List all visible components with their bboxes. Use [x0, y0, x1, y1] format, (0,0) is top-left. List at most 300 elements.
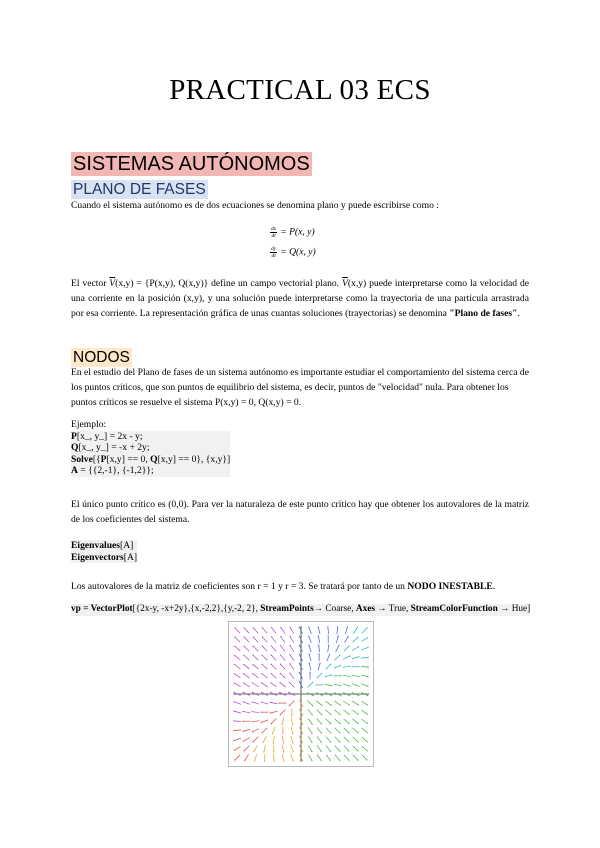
- field-arrow: [318, 627, 320, 634]
- field-arrow-head: [289, 645, 290, 646]
- field-arrow-head: [313, 695, 314, 696]
- field-arrow-head: [367, 741, 368, 742]
- field-arrow-head: [243, 673, 244, 674]
- field-arrow-head: [338, 645, 339, 646]
- field-arrow-head: [358, 686, 359, 687]
- code-line: A = {{2,-1}, {-1,2}};: [71, 465, 230, 477]
- field-arrow-head: [340, 685, 341, 686]
- field-arrow-head: [299, 672, 300, 673]
- field-arrow: [290, 664, 294, 670]
- field-arrow-head: [321, 732, 322, 733]
- field-arrow-head: [270, 692, 271, 693]
- field-arrow: [273, 754, 274, 761]
- field-arrow: [280, 673, 285, 678]
- field-arrow-head: [234, 701, 235, 702]
- field-arrow-head: [321, 760, 322, 761]
- field-arrow: [234, 730, 241, 731]
- field-arrow-head: [270, 673, 271, 674]
- field-arrow-head: [366, 750, 367, 751]
- field-arrow-head: [291, 715, 292, 716]
- field-arrow-head: [318, 626, 319, 627]
- field-arrow-head: [261, 692, 262, 693]
- field-arrow-head: [253, 741, 254, 742]
- field-arrow: [244, 646, 249, 651]
- field-arrow: [362, 755, 367, 760]
- field-arrow: [352, 647, 358, 651]
- field-arrow: [290, 673, 294, 679]
- subsection-heading-plano: PLANO DE FASES: [73, 181, 206, 198]
- field-arrow-head: [358, 714, 359, 715]
- field-arrow-head: [243, 731, 244, 732]
- field-arrow: [344, 728, 349, 733]
- field-arrow: [352, 675, 359, 676]
- field-arrow-head: [366, 627, 367, 628]
- field-arrow: [328, 627, 329, 634]
- field-arrow-head: [280, 663, 281, 664]
- field-arrow: [235, 628, 240, 633]
- field-arrow-head: [243, 655, 244, 656]
- field-arrow: [234, 721, 241, 722]
- field-arrow: [353, 746, 358, 751]
- field-arrow: [243, 729, 250, 731]
- field-arrow: [309, 654, 311, 661]
- field-arrow-head: [233, 730, 234, 731]
- field-arrow-head: [263, 742, 264, 743]
- field-arrow-head: [271, 627, 272, 628]
- field-arrow: [234, 746, 240, 750]
- field-arrow: [291, 745, 293, 752]
- field-arrow-head: [367, 695, 368, 696]
- field-arrow: [252, 702, 259, 704]
- field-arrow-head: [349, 695, 350, 696]
- field-arrow-head: [289, 672, 290, 673]
- field-arrow-head: [340, 704, 341, 705]
- field-arrow: [317, 736, 321, 742]
- field-arrow-head: [288, 692, 289, 693]
- field-arrow-head: [234, 664, 235, 665]
- eigen-code-block: [71, 540, 137, 563]
- field-arrow-head: [309, 663, 310, 664]
- field-arrow: [290, 646, 294, 652]
- field-arrow-head: [358, 656, 359, 657]
- field-arrow: [290, 655, 294, 661]
- field-arrow: [326, 737, 331, 742]
- field-arrow: [291, 754, 294, 761]
- field-arrow-head: [251, 711, 252, 712]
- field-arrow: [270, 702, 277, 703]
- field-arrow: [243, 738, 249, 742]
- code-line: P[x_, y_] = 2x - y;: [71, 431, 230, 443]
- field-arrow: [318, 636, 319, 643]
- field-arrow: [352, 710, 358, 714]
- field-arrow: [270, 711, 277, 713]
- field-arrow-head: [280, 627, 281, 628]
- field-arrow-head: [283, 760, 284, 761]
- field-arrow: [291, 727, 293, 734]
- field-arrow-head: [348, 723, 349, 724]
- paragraph-eigenvalues: Los autovalores de la matriz de coeficientes son r = 1 y r = 3. Se tratará por tanto de un NODO INESTABLE.: [71, 581, 496, 592]
- field-arrow-head: [357, 627, 358, 628]
- paragraph-critical-point: El único punto crítico es (0,0). Para ver la naturaleza de este punto crítico hay que obtener los autovalores de la matriz de los coeficientes del sistema.: [71, 499, 529, 525]
- field-arrow: [243, 711, 250, 712]
- field-arrow-head: [321, 673, 322, 674]
- field-arrow-head: [233, 711, 234, 712]
- field-arrow-head: [234, 655, 235, 656]
- field-arrow-head: [349, 656, 350, 657]
- field-arrow: [361, 648, 368, 650]
- field-arrow: [343, 675, 350, 676]
- field-arrow-head: [299, 681, 300, 682]
- field-arrow-head: [348, 741, 349, 742]
- field-arrow-head: [340, 695, 341, 696]
- field-arrow-head: [309, 672, 310, 673]
- field-arrow-head: [302, 760, 303, 761]
- field-arrow: [280, 664, 285, 669]
- field-arrow: [253, 637, 258, 642]
- field-arrow-head: [357, 750, 358, 751]
- field-arrow-head: [367, 657, 368, 658]
- field-arrow-head: [234, 637, 235, 638]
- field-arrow: [325, 701, 331, 705]
- field-arrow: [316, 701, 322, 705]
- field-arrow-head: [254, 760, 255, 761]
- field-arrow-head: [340, 675, 341, 676]
- field-arrow: [244, 674, 250, 678]
- field-arrow-head: [234, 682, 235, 683]
- field-arrow-head: [308, 636, 309, 637]
- field-arrow-head: [262, 732, 263, 733]
- field-arrow-head: [302, 724, 303, 725]
- field-arrow: [245, 754, 249, 760]
- field-arrow: [343, 656, 349, 659]
- field-arrow: [262, 646, 267, 651]
- field-arrow-head: [339, 732, 340, 733]
- field-arrow-head: [262, 636, 263, 637]
- field-arrow-head: [234, 759, 235, 760]
- field-arrow-head: [299, 663, 300, 664]
- field-arrow: [308, 701, 313, 706]
- field-arrow: [362, 719, 368, 723]
- field-arrow: [362, 728, 368, 733]
- field-arrow-head: [348, 760, 349, 761]
- field-arrow-head: [261, 664, 262, 665]
- field-arrow-head: [262, 645, 263, 646]
- field-arrow: [271, 646, 276, 651]
- field-arrow-head: [349, 704, 350, 705]
- example-code-block: [71, 419, 230, 477]
- field-arrow-head: [330, 664, 331, 665]
- field-arrow: [308, 709, 312, 715]
- field-arrow: [273, 736, 274, 743]
- field-arrow: [353, 755, 358, 760]
- field-arrow-head: [271, 654, 272, 655]
- field-arrow: [336, 636, 338, 643]
- field-arrow: [281, 628, 285, 634]
- field-arrow-head: [340, 665, 341, 666]
- field-arrow: [281, 646, 285, 652]
- field-arrow-head: [252, 655, 253, 656]
- field-arrow-head: [242, 711, 243, 712]
- field-arrow: [353, 719, 359, 723]
- field-arrow-head: [252, 721, 253, 722]
- field-arrow: [326, 664, 331, 669]
- field-arrow: [290, 627, 294, 633]
- field-arrow-head: [349, 676, 350, 677]
- field-arrow: [282, 736, 283, 743]
- field-arrow: [361, 638, 367, 642]
- field-arrow-head: [367, 714, 368, 715]
- field-arrow-head: [283, 742, 284, 743]
- field-arrow: [252, 712, 259, 713]
- field-arrow-head: [339, 655, 340, 656]
- field-arrow: [362, 710, 368, 714]
- field-arrow: [345, 636, 349, 642]
- field-arrow-head: [274, 760, 275, 761]
- field-arrow: [235, 655, 241, 660]
- vector-field-plot: [228, 621, 374, 767]
- field-arrow: [327, 654, 330, 661]
- field-arrow-head: [292, 733, 293, 734]
- field-arrow: [244, 683, 250, 687]
- field-arrow-head: [312, 682, 313, 683]
- field-arrow-head: [283, 751, 284, 752]
- field-arrow: [235, 646, 240, 651]
- field-arrow: [317, 755, 321, 761]
- field-arrow-head: [234, 646, 235, 647]
- field-arrow-head: [330, 714, 331, 715]
- field-arrow-head: [252, 701, 253, 702]
- field-arrow-head: [261, 682, 262, 683]
- field-arrow-head: [279, 702, 280, 703]
- field-arrow: [325, 710, 330, 715]
- field-arrow: [361, 701, 367, 705]
- field-arrow-head: [299, 627, 300, 628]
- field-arrow: [235, 755, 240, 760]
- field-arrow: [326, 719, 331, 724]
- field-arrow: [362, 746, 367, 751]
- field-arrow-head: [252, 682, 253, 683]
- field-arrow-head: [358, 704, 359, 705]
- field-arrow: [326, 728, 331, 733]
- field-arrow: [253, 737, 258, 742]
- field-arrow-head: [358, 676, 359, 677]
- field-arrow: [317, 727, 321, 733]
- field-arrow-head: [339, 760, 340, 761]
- field-arrow: [353, 737, 358, 742]
- field-arrow: [235, 674, 241, 678]
- field-arrow-head: [271, 645, 272, 646]
- field-arrow: [335, 755, 340, 761]
- field-arrow-head: [293, 760, 294, 761]
- field-arrow: [361, 657, 368, 658]
- field-arrow-head: [330, 723, 331, 724]
- field-arrow-head: [253, 627, 254, 628]
- field-arrow: [255, 754, 257, 761]
- field-arrow: [344, 719, 349, 724]
- field-arrow: [317, 718, 322, 723]
- field-arrow-head: [319, 663, 320, 664]
- field-arrow: [243, 702, 250, 704]
- field-arrow-head: [308, 654, 309, 655]
- field-arrow-head: [302, 715, 303, 716]
- field-arrow-head: [302, 706, 303, 707]
- field-arrow-head: [349, 714, 350, 715]
- field-arrow-head: [339, 751, 340, 752]
- field-arrow: [361, 675, 368, 677]
- field-arrow-head: [253, 636, 254, 637]
- field-arrow-head: [243, 664, 244, 665]
- field-arrow-head: [331, 685, 332, 686]
- field-arrow-head: [261, 722, 262, 723]
- field-arrow: [317, 673, 322, 678]
- field-arrow: [280, 710, 285, 715]
- field-arrow-head: [318, 635, 319, 636]
- field-arrow: [317, 710, 322, 715]
- field-arrow: [344, 746, 349, 751]
- field-arrow-head: [312, 714, 313, 715]
- field-arrow: [235, 665, 241, 669]
- field-arrow-head: [300, 693, 301, 694]
- section-heading: SISTEMAS AUTÓNOMOS: [73, 153, 310, 175]
- field-arrow-head: [243, 636, 244, 637]
- field-arrow: [234, 711, 241, 713]
- field-arrow-head: [321, 723, 322, 724]
- field-arrow: [264, 745, 266, 752]
- field-arrow: [291, 736, 293, 743]
- field-arrow-head: [280, 645, 281, 646]
- field-arrow-head: [253, 646, 254, 647]
- field-arrow: [271, 719, 276, 724]
- field-arrow-head: [244, 627, 245, 628]
- field-arrow-head: [330, 751, 331, 752]
- field-arrow: [289, 701, 294, 706]
- field-arrow: [335, 737, 340, 742]
- field-arrow: [309, 663, 310, 670]
- field-arrow-head: [321, 751, 322, 752]
- field-arrow-head: [367, 704, 368, 705]
- field-arrow-head: [367, 637, 368, 638]
- field-arrow: [309, 636, 311, 643]
- field-arrow: [262, 637, 267, 642]
- field-arrow-head: [327, 626, 328, 627]
- field-arrow-head: [289, 627, 290, 628]
- field-arrow-head: [308, 645, 309, 646]
- field-arrow-head: [311, 760, 312, 761]
- page-title: PRACTICAL 03 ECS: [169, 74, 431, 106]
- field-arrow: [271, 655, 276, 660]
- field-arrow: [262, 674, 268, 678]
- field-arrow-head: [358, 695, 359, 696]
- field-arrow: [344, 755, 349, 760]
- field-arrow: [308, 727, 312, 733]
- field-arrow: [318, 663, 320, 670]
- field-arrow-head: [289, 636, 290, 637]
- field-arrow-head: [358, 646, 359, 647]
- field-arrow-head: [302, 751, 303, 752]
- field-arrow-head: [234, 750, 235, 751]
- field-arrow: [336, 645, 339, 651]
- field-arrow-head: [270, 702, 271, 703]
- field-arrow: [361, 684, 368, 687]
- field-arrow: [235, 637, 240, 642]
- field-arrow: [353, 627, 357, 633]
- field-arrow: [309, 645, 311, 652]
- field-arrow-head: [273, 742, 274, 743]
- equation-dx: $\frac{dx}{dt}$ = P(x, y): [271, 226, 315, 239]
- field-arrow-head: [292, 742, 293, 743]
- field-arrow-head: [366, 759, 367, 760]
- field-arrow: [353, 637, 358, 642]
- field-arrow-head: [339, 714, 340, 715]
- field-arrow-head: [331, 695, 332, 696]
- field-arrow-head: [271, 636, 272, 637]
- field-arrow-head: [311, 733, 312, 734]
- field-arrow: [272, 727, 275, 734]
- field-arrow-head: [234, 627, 235, 628]
- field-arrow: [252, 721, 259, 722]
- field-arrow-head: [311, 742, 312, 743]
- field-arrow: [308, 682, 313, 687]
- field-arrow: [271, 664, 276, 669]
- field-arrow-head: [321, 742, 322, 743]
- field-arrow: [290, 637, 294, 643]
- field-arrow: [281, 637, 285, 643]
- field-arrow: [272, 628, 276, 634]
- field-arrow-head: [243, 701, 244, 702]
- field-arrow-head: [348, 750, 349, 751]
- field-arrow: [289, 682, 294, 687]
- field-arrow: [309, 627, 312, 634]
- field-arrow: [344, 737, 349, 742]
- field-arrow: [335, 728, 340, 733]
- field-arrow-head: [242, 721, 243, 722]
- field-arrow-head: [252, 664, 253, 665]
- field-arrow-head: [339, 723, 340, 724]
- field-arrow: [244, 746, 249, 751]
- field-arrow-head: [367, 732, 368, 733]
- field-arrow-head: [322, 684, 323, 685]
- field-arrow-head: [281, 724, 282, 725]
- field-arrow-head: [280, 673, 281, 674]
- field-arrow: [282, 745, 283, 752]
- field-arrow: [352, 657, 359, 659]
- field-arrow: [308, 718, 312, 724]
- field-arrow: [264, 754, 265, 761]
- field-arrow: [335, 746, 340, 751]
- field-arrow-head: [270, 712, 271, 713]
- field-arrow-head: [348, 646, 349, 647]
- subsection-heading-nodos: NODOS: [73, 349, 130, 366]
- field-arrow-head: [279, 692, 280, 693]
- field-arrow-head: [252, 673, 253, 674]
- field-arrow: [234, 702, 241, 705]
- field-arrow-head: [261, 712, 262, 713]
- field-arrow-head: [349, 666, 350, 667]
- field-arrow: [272, 637, 276, 643]
- code-line: Eigenvectors[A]: [71, 551, 138, 563]
- field-arrow-head: [367, 686, 368, 687]
- field-arrow: [253, 674, 259, 678]
- field-arrow-head: [243, 741, 244, 742]
- field-arrow-head: [339, 741, 340, 742]
- field-arrow-head: [292, 724, 293, 725]
- field-arrow: [353, 728, 358, 733]
- field-arrow: [253, 664, 258, 669]
- field-arrow: [262, 664, 267, 669]
- field-arrow-head: [367, 647, 368, 648]
- field-arrow-head: [330, 741, 331, 742]
- field-arrow-head: [280, 636, 281, 637]
